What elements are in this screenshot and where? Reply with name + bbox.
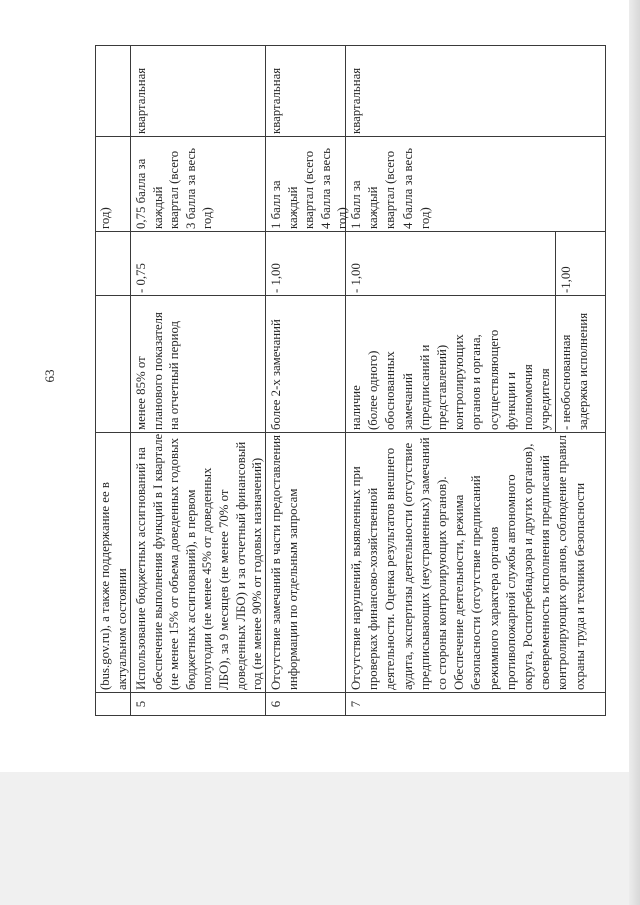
row-7-score-b: -1,00 xyxy=(556,231,606,295)
row-5-criterion: менее 85% от планового показателя на отчетный период xyxy=(131,295,266,432)
row-7-frequency: квартальная xyxy=(346,45,606,136)
row-7-points-note: 1 балл за каждый квартал (всего 4 балла за весь год) xyxy=(346,136,606,231)
rotated-table xyxy=(95,45,606,716)
row-6-frequency: квартальная xyxy=(266,45,346,136)
row-7-number: 7 xyxy=(346,692,606,715)
row-continued-indicator: (bus.gov.ru), а также поддержание ее в актуальном состоянии xyxy=(96,432,131,692)
row-7-indicator: Отсутствие нарушений, выявленных при проверках финансово-хозяйственной деятельности. Оценка результатов внешнего аудита, экспертизы деятельности (отсутствие предписывающих (неустраненных) замечаний со стороны контролирующих органов). Обеспечение деятельности, режима безопасности (отсутствие предписаний режимного характера органов противопожарной службы автономного округа, Роспотребнадзора и других органов), своевременность исполнения предписаний контролирующих органов, соблюдение правил охраны труда и техники безопасности xyxy=(346,432,606,692)
page-number: 63 xyxy=(42,369,57,383)
row-7-score-a: - 1,00 xyxy=(346,231,556,295)
row-continued-points-note: год) xyxy=(96,136,131,231)
row-6-number: 6 xyxy=(266,692,346,715)
row-5-points-note: 0,75 балла за каждый квартал (всего 3 балла за весь год) xyxy=(131,136,266,231)
row-6-score: - 1,00 xyxy=(266,231,346,295)
row-5-number: 5 xyxy=(131,692,266,715)
row-continued-criterion xyxy=(96,295,131,432)
scan-edge-right xyxy=(629,0,640,905)
row-6-points-note: 1 балл за каждый квартал (всего 4 балла за весь год) xyxy=(266,136,346,231)
scan-edge-bottom xyxy=(0,772,629,905)
row-7-criterion-b: - необоснованная задержка исполнения xyxy=(556,295,606,432)
row-continued-score xyxy=(96,231,131,295)
row-6-criterion: более 2-х замечаний xyxy=(266,295,346,432)
row-continued-frequency xyxy=(96,45,131,136)
row-7-criterion-a: наличие (более одного) обоснованных замечаний (предписаний и представлений) контролирующих органов и органа, осуществляющего функции и полномочия учредителя xyxy=(346,295,556,432)
row-5-frequency: квартальная xyxy=(131,45,266,136)
row-6-indicator: Отсутствие замечаний в части предоставления информации по отдельным запросам xyxy=(266,432,346,692)
row-continued-number xyxy=(96,692,131,715)
row-5-indicator: Использование бюджетных ассигнований на обеспечение выполнения функций в I квартале (не менее 15% от объема доведенных годовых бюджетных ассигнований), в первом полугодии (не менее 45% от доведенных ЛБО), за 9 месяцев (не менее 70% от доведенных ЛБО) и за отчетный финансовый год (не менее 90% от годовых назначений) xyxy=(131,432,266,692)
row-5-score: - 0,75 xyxy=(131,231,266,295)
